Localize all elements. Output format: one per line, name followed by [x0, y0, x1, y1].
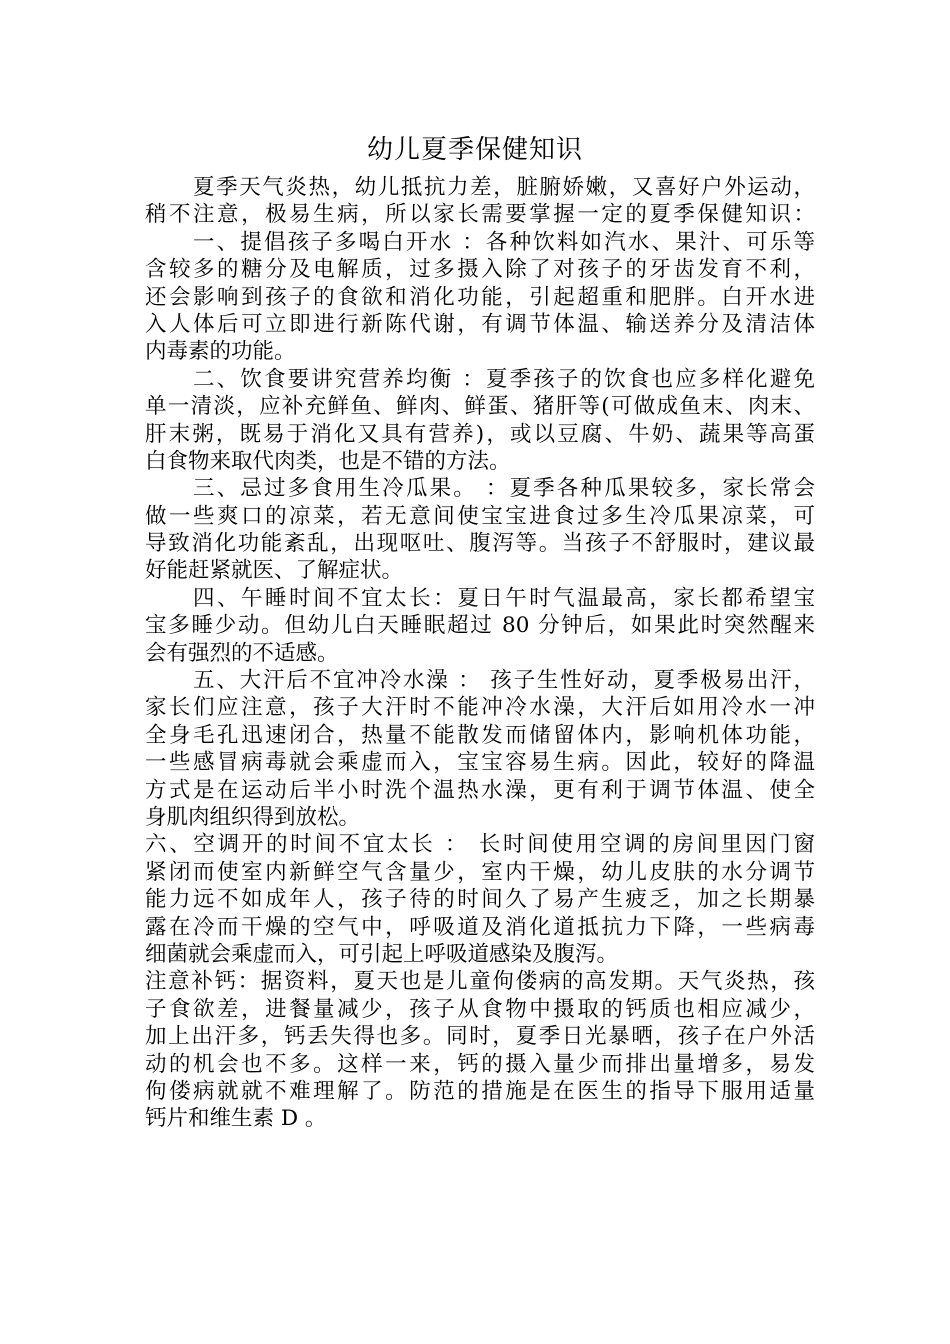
text-line: 方式是在运动后半小时洗个温热水澡，更有利于调节体温、使全 — [145, 777, 815, 803]
document-title: 幼儿夏季保健知识 — [366, 135, 583, 165]
text-line: 会有强烈的不适感。 — [145, 640, 339, 666]
text-line: 紧闭而使室内新鲜空气含量少，室内干燥，幼儿皮肤的水分调节 — [145, 859, 815, 885]
text-line: 一、提倡孩子多喝白开水 ：各种饮料如汽水、果汁、可乐等 — [193, 229, 815, 255]
text-line: 还会影响到孩子的食欲和消化功能，引起超重和肥胖。白开水进 — [145, 284, 815, 310]
text-line: 一些感冒病毒就会乘虚而入，宝宝容易生病。因此，较好的降温 — [145, 750, 815, 776]
text-line: 家长们应注意，孩子大汗时不能冲冷水澡，大汗后如用冷水一冲 — [145, 695, 815, 721]
text-line: 子食欲差，进餐量减少，孩子从食物中摄取的钙质也相应减少， — [145, 996, 815, 1022]
text-line: 好能赶紧就医、了解症状。 — [145, 558, 404, 584]
text-line: 六、空调开的时间不宜太长 ： 长时间使用空调的房间里因门窗 — [145, 832, 815, 858]
text-line: 肝末粥，既易于消化又具有营养)，或以豆腐、牛奶、蔬果等高蛋 — [145, 421, 815, 447]
text-line: 钙片和维生素 D 。 — [145, 1106, 327, 1132]
text-line: 三、忌过多食用生冷瓜果。 ：夏季各种瓜果较多，家长常会 — [193, 476, 815, 502]
text-line: 动的机会也不多。这样一来，钙的摄入量少而排出量增多，易发 — [145, 1051, 815, 1077]
text-line: 五、大汗后不宜冲冷水澡 ： 孩子生性好动，夏季极易出汗， — [193, 668, 815, 694]
text-line: 宝多睡少动。但幼儿白天睡眠超过 80 分钟后，如果此时突然醒来 — [145, 613, 815, 639]
text-line: 单一清淡，应补充鲜鱼、鲜肉、鲜蛋、猪肝等(可做成鱼末、肉末、 — [145, 394, 815, 420]
text-line: 细菌就会乘虚而入，可引起上呼吸道感染及腹泻。 — [145, 941, 619, 967]
text-line: 稍不注意，极易生病，所以家长需要掌握一定的夏季保健知识： — [145, 202, 815, 228]
text-line: 做一些爽口的凉菜，若无意间使宝宝进食过多生冷瓜果凉菜，可 — [145, 503, 815, 529]
text-line: 白食物来取代肉类，也是不错的方法。 — [145, 448, 511, 474]
text-line: 四、午睡时间不宜太长：夏日午时气温最高，家长都希望宝 — [193, 585, 815, 611]
text-line: 入人体后可立即进行新陈代谢，有调节体温、输送养分及清洁体 — [145, 311, 815, 337]
text-line: 注意补钙：据资料，夏天也是儿童佝偻病的高发期。天气炎热，孩 — [145, 969, 815, 995]
text-line: 含较多的糖分及电解质，过多摄入除了对孩子的牙齿发育不利， — [145, 257, 815, 283]
text-line: 内毒素的功能。 — [145, 339, 296, 365]
text-line: 能力远不如成年人，孩子待的时间久了易产生疲乏，加之长期暴 — [145, 887, 815, 913]
text-line: 加上出汗多，钙丢失得也多。同时，夏季日光暴晒，孩子在户外活 — [145, 1024, 815, 1050]
document-body — [145, 174, 815, 1133]
text-line: 身肌肉组织得到放松。 — [145, 804, 361, 830]
text-line: 夏季天气炎热，幼儿抵抗力差，脏腑娇嫩，又喜好户外运动， — [193, 175, 815, 200]
text-line: 二、饮食要讲究营养均衡 ：夏季孩子的饮食也应多样化避免 — [193, 366, 815, 392]
text-line: 露在冷而干燥的空气中，呼吸道及消化道抵抗力下降，一些病毒 — [145, 914, 815, 940]
text-line: 导致消化功能紊乱，出现呕吐、腹泻等。当孩子不舒服时，建议最 — [145, 531, 815, 557]
text-line: 全身毛孔迅速闭合，热量不能散发而储留体内，影响机体功能， — [145, 722, 815, 748]
text-line: 佝偻病就就不难理解了。防范的措施是在医生的指导下服用适量 — [145, 1078, 815, 1104]
